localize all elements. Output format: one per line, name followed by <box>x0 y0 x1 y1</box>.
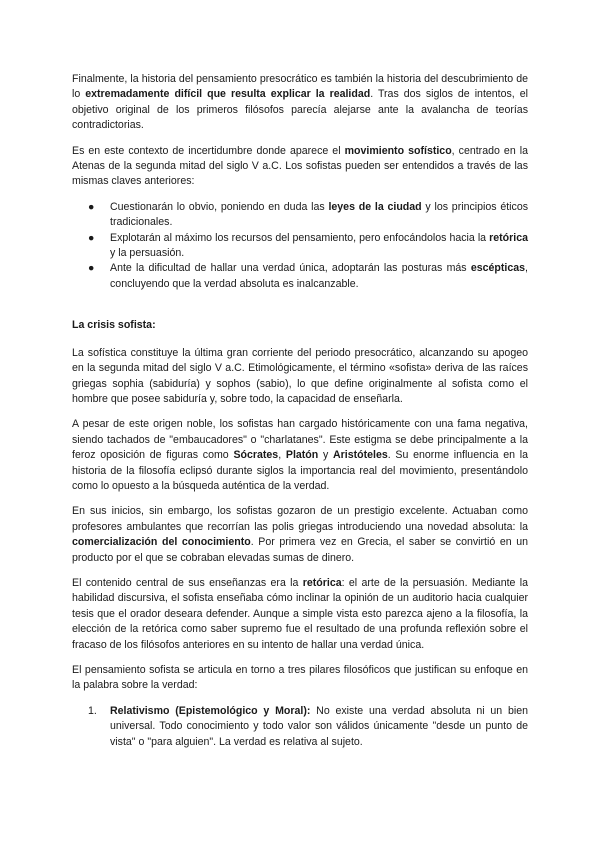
paragraph-rhetoric <box>72 576 528 653</box>
paragraph-context <box>72 144 528 190</box>
text: . Su enorme influencia en la historia de la filosofía eclipsó durante siglos la importancia real del movimiento, presentándolo como lo opuesto a la búsqueda auténtica de la verdad. <box>72 449 529 492</box>
list-item <box>88 704 528 750</box>
text: y <box>318 449 333 462</box>
text: Finalmente, la historia del pensamiento presocrático es también la historia del descubrimiento de lo <box>72 73 528 101</box>
list-item <box>88 261 528 292</box>
bullet-icon: ● <box>88 231 95 244</box>
text: Cuestionarán lo obvio, poniendo en duda las <box>110 200 329 213</box>
list-item <box>88 200 529 231</box>
document-page <box>72 72 528 750</box>
text: . Por primera vez en Grecia, el saber se convirtió en un producto por el que se cobraban elevadas sumas de dinero. <box>72 536 529 564</box>
bold-phrase: retórica <box>489 231 528 244</box>
bold-name: Sócrates <box>233 449 279 462</box>
text: Es en este contexto de incertidumbre donde aparece el <box>72 144 345 157</box>
numbered-list <box>72 704 528 750</box>
text: y los principios éticos tradicionales. <box>110 200 529 229</box>
bold-phrase: escépticas <box>470 262 526 275</box>
text: : el arte de la persuasión. Mediante la habilidad discursiva, el sofista enseñaba cómo inclinar la opinión de un auditorio hacia cualquier tesis que el orador deseara defender. Aunque a simple vista esto parezca ajeno a la filosofía, la elección de la retórica como saber supremo fue el resultado de una profunda reflexión sobre el fracaso de los filósofos anteriores en su intento de hallar una verdad única. <box>72 576 528 651</box>
bullet-icon: ● <box>88 262 95 275</box>
text: No existe una verdad absoluta ni un bien universal. Todo conocimiento y todo valor son válidos únicamente "desde un punto de vista" o "para alguien". La verdad es relativa al sujeto. <box>110 704 528 748</box>
text: , centrado en la Atenas de la segunda mitad del siglo V a.C. Los sofistas pueden ser entendidos a través de las mismas claves anteriores: <box>72 144 529 188</box>
text: En sus inicios, sin embargo, los sofistas gozaron de un prestigio excelente. Actuaban como profesores ambulantes que recorrían las polis griegas introduciendo una novedad absoluta: la <box>72 505 528 533</box>
text: , <box>278 449 286 462</box>
paragraph-reputation <box>72 417 528 494</box>
text: , concluyendo que la verdad absoluta es inalcanzable. <box>110 262 528 290</box>
bold-phrase: extremadamente difícil que resulta explicar la realidad <box>85 88 371 101</box>
bold-phrase: Relativismo (Epistemológico y Moral): <box>110 704 311 717</box>
paragraph-sofistica: La sofística constituye la última gran corriente del periodo presocrático, alcanzando su apogeo en la segunda mitad del siglo V a.C. Etimológicamente, el término «sofista» deriva de las raíces griegas sophia (sabiduría) y sophos (sabio), lo que define originalmente al sofista como el hombre que posee sabiduría y, sobre todo, la capacidad de enseñarla. <box>72 346 528 405</box>
list-item <box>88 231 528 262</box>
text: Explotarán al máximo los recursos del pensamiento, pero enfocándolos hacia la <box>110 231 490 244</box>
text: A pesar de este origen noble, los sofistas han cargado históricamente con una fama negativa, siendo tachados de "embaucadores" o "charlatanes". Este estigma se debe principalmente a la feroz oposición de figuras como <box>72 418 528 462</box>
bold-name: Aristóteles <box>333 449 388 462</box>
bold-phrase: leyes de la ciudad <box>328 200 422 213</box>
text: y la persuasión. <box>110 247 185 260</box>
paragraph-origins <box>72 504 528 566</box>
bullet-icon: ● <box>88 200 95 213</box>
paragraph-intro <box>72 72 528 134</box>
paragraph-pillars-intro: El pensamiento sofista se articula en torno a tres pilares filosóficos que justifican su enfoque en la palabra sobre la verdad: <box>72 664 528 692</box>
bold-phrase: retórica <box>302 576 342 589</box>
text: El contenido central de sus enseñanzas era la <box>72 576 303 589</box>
section-heading: La crisis sofista: <box>72 319 156 332</box>
bullet-list <box>72 200 528 292</box>
bold-name: Platón <box>285 449 319 462</box>
text: Ante la dificultad de hallar una verdad única, adoptarán las posturas más <box>110 262 471 275</box>
bold-phrase: movimiento sofístico <box>344 144 452 157</box>
list-number: 1. <box>88 704 97 717</box>
text: . Tras dos siglos de intentos, el objetivo original de los primeros filósofos parecía alejarse ante la avalancha de teorías contradictorias. <box>72 88 528 132</box>
bold-phrase: comercialización del conocimiento <box>72 536 251 549</box>
